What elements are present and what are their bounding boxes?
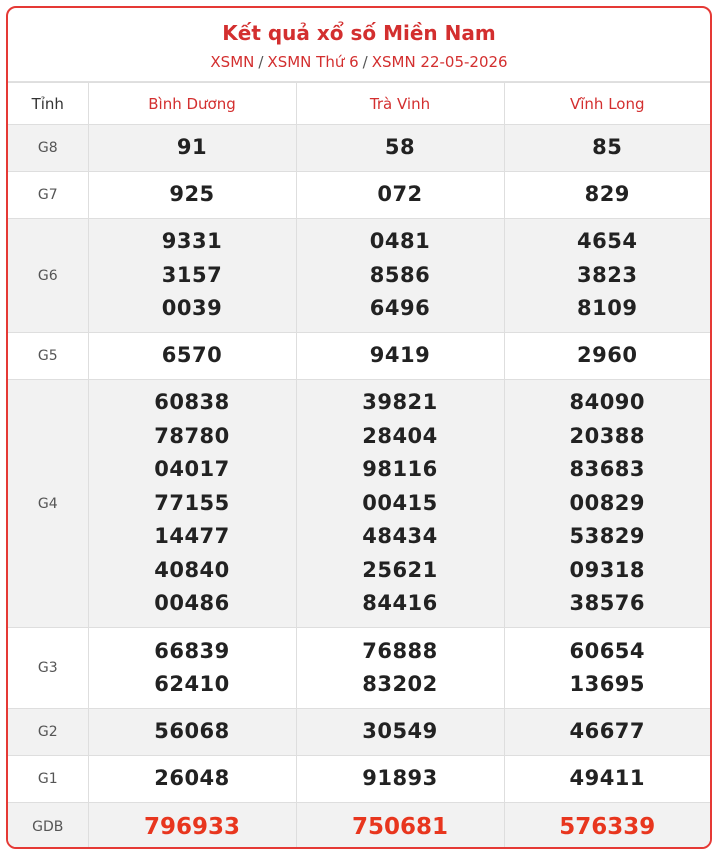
results-header xyxy=(8,8,710,82)
prize-label: G4 xyxy=(8,380,88,628)
prize-number: 28404 xyxy=(362,423,438,448)
prize-numbers-cell xyxy=(88,333,296,380)
special-prize-number: 576339 xyxy=(559,813,656,840)
column-header-tra-vinh[interactable]: Trà Vinh xyxy=(296,83,504,125)
column-header-binh-duong[interactable]: Bình Dương xyxy=(88,83,296,125)
column-header-province: Tỉnh xyxy=(8,83,88,125)
results-body xyxy=(8,125,710,850)
prize-number: 66839 xyxy=(154,638,230,663)
prize-number: 83202 xyxy=(362,672,438,696)
column-header-vinh-long[interactable]: Vĩnh Long xyxy=(504,83,710,125)
prize-number: 072 xyxy=(377,182,423,207)
prize-numbers-cell xyxy=(88,380,296,628)
prize-number: 04017 xyxy=(154,457,230,482)
table-row xyxy=(8,125,710,172)
special-prize-cell xyxy=(296,803,504,850)
prize-number: 91 xyxy=(176,135,208,160)
results-table xyxy=(8,82,710,849)
prize-numbers-cell xyxy=(88,628,296,709)
prize-number: 8109 xyxy=(577,296,638,321)
prize-numbers-cell xyxy=(296,333,504,380)
prize-number: 85 xyxy=(592,135,623,160)
prize-number: 49411 xyxy=(569,766,646,791)
prize-label: G3 xyxy=(8,628,88,709)
prize-number: 6496 xyxy=(369,296,431,321)
prize-number: 76888 xyxy=(362,638,438,663)
prize-numbers-cell xyxy=(504,172,710,219)
table-header-row xyxy=(8,83,710,125)
breadcrumb-separator: / xyxy=(362,53,368,71)
prize-number: 62410 xyxy=(154,672,230,696)
table-row xyxy=(8,172,710,219)
prize-numbers-cell xyxy=(296,628,504,709)
prize-number: 2960 xyxy=(577,343,638,368)
table-row xyxy=(8,756,710,803)
table-row xyxy=(8,709,710,756)
prize-number: 20388 xyxy=(569,423,646,448)
prize-number: 84416 xyxy=(362,591,438,616)
table-row xyxy=(8,333,710,380)
prize-number: 00486 xyxy=(154,591,230,616)
prize-numbers-cell xyxy=(296,219,504,333)
prize-numbers-cell xyxy=(504,333,710,380)
page-title: Kết quả xổ số Miền Nam xyxy=(222,21,496,45)
prize-number: 8586 xyxy=(369,262,431,287)
table-row xyxy=(8,803,710,850)
prize-numbers-cell xyxy=(504,756,710,803)
prize-number: 53829 xyxy=(569,524,646,549)
breadcrumb-link-date[interactable]: XSMN 22-05-2026 xyxy=(371,53,508,71)
breadcrumb-link-weekday[interactable]: XSMN Thứ 6 xyxy=(267,53,359,71)
table-row xyxy=(8,219,710,333)
prize-numbers-cell xyxy=(88,219,296,333)
breadcrumb-separator: / xyxy=(258,53,264,71)
prize-number: 26048 xyxy=(154,766,230,791)
prize-number: 25621 xyxy=(362,557,438,582)
breadcrumb xyxy=(8,53,710,71)
prize-number: 14477 xyxy=(154,524,230,549)
prize-number: 00415 xyxy=(362,490,438,515)
prize-number: 4654 xyxy=(577,229,638,254)
results-card xyxy=(6,6,712,849)
prize-number: 48434 xyxy=(362,524,438,549)
prize-numbers-cell xyxy=(88,709,296,756)
prize-numbers-cell xyxy=(296,172,504,219)
prize-number: 0481 xyxy=(369,229,431,254)
prize-number: 98116 xyxy=(362,457,438,482)
prize-label: GDB xyxy=(8,803,88,850)
prize-label: G1 xyxy=(8,756,88,803)
prize-number: 78780 xyxy=(154,423,230,448)
prize-label: G6 xyxy=(8,219,88,333)
prize-number: 3157 xyxy=(161,262,223,287)
prize-label: G7 xyxy=(8,172,88,219)
prize-numbers-cell xyxy=(296,756,504,803)
prize-number: 58 xyxy=(384,135,416,160)
prize-numbers-cell xyxy=(504,628,710,709)
prize-number: 6570 xyxy=(161,343,223,368)
prize-numbers-cell xyxy=(88,125,296,172)
prize-number: 0039 xyxy=(161,296,223,321)
special-prize-cell xyxy=(504,803,710,850)
prize-label: G8 xyxy=(8,125,88,172)
prize-number: 9419 xyxy=(369,343,431,368)
prize-numbers-cell xyxy=(88,172,296,219)
prize-number: 60838 xyxy=(154,390,230,415)
prize-numbers-cell xyxy=(504,219,710,333)
prize-number: 60654 xyxy=(569,638,646,663)
prize-numbers-cell xyxy=(504,380,710,628)
prize-number: 84090 xyxy=(569,390,646,415)
prize-number: 83683 xyxy=(569,457,646,482)
prize-number: 39821 xyxy=(362,390,438,415)
prize-number: 3823 xyxy=(577,262,638,287)
table-row xyxy=(8,628,710,709)
prize-number: 925 xyxy=(169,182,215,207)
prize-number: 13695 xyxy=(569,672,646,696)
prize-numbers-cell xyxy=(504,125,710,172)
prize-number: 00829 xyxy=(569,490,646,515)
prize-label: G5 xyxy=(8,333,88,380)
special-prize-number: 750681 xyxy=(351,813,449,840)
prize-number: 829 xyxy=(584,182,630,207)
prize-numbers-cell xyxy=(296,709,504,756)
prize-number: 09318 xyxy=(569,557,646,582)
special-prize-number: 796933 xyxy=(143,813,241,840)
table-row xyxy=(8,380,710,628)
prize-number: 30549 xyxy=(362,719,438,744)
breadcrumb-link-xsmn[interactable]: XSMN xyxy=(210,53,255,71)
prize-number: 46677 xyxy=(569,719,646,744)
prize-number: 77155 xyxy=(154,490,230,515)
special-prize-cell xyxy=(88,803,296,850)
prize-numbers-cell xyxy=(296,380,504,628)
prize-label: G2 xyxy=(8,709,88,756)
prize-number: 40840 xyxy=(154,557,230,582)
prize-number: 91893 xyxy=(362,766,438,791)
prize-number: 9331 xyxy=(161,229,223,254)
prize-numbers-cell xyxy=(296,125,504,172)
prize-number: 38576 xyxy=(569,591,646,616)
prize-number: 56068 xyxy=(154,719,230,744)
prize-numbers-cell xyxy=(88,756,296,803)
prize-numbers-cell xyxy=(504,709,710,756)
